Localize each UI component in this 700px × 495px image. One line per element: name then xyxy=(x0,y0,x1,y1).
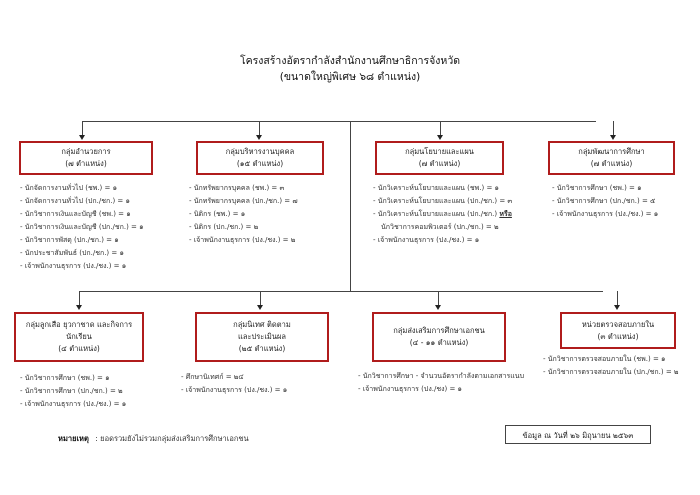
list-item: - นักวิเคราะห์นโยบายและแผน (ปก./ชก.) = ๓ xyxy=(373,195,512,208)
connector-bottom-horizontal xyxy=(79,291,603,292)
group-name: กลุ่มลูกเสือ ยุวกาชาด และกิจการ xyxy=(25,320,133,329)
list-item: - เจ้าพนักงานธุรการ (ปง./ชง.) = ๑ xyxy=(373,234,512,247)
connector-drop-4 xyxy=(613,121,614,136)
list-item: - นักวิชาการตรวจสอบภายใน (ชพ.) = ๑ xyxy=(543,353,679,366)
position-list xyxy=(552,182,658,221)
group-name-line2: นักเรียน xyxy=(66,332,92,341)
list-item: - นักวิชาการศึกษา (ปก./ชก.) = ๒ xyxy=(20,385,126,398)
data-date-box: ข้อมูล ณ วันที่ ๒๖ มิถุนายน ๒๕๖๓ xyxy=(505,425,651,444)
or-label: หรือ xyxy=(499,210,512,218)
group-box-administration xyxy=(19,141,153,175)
list-item: - เจ้าพนักงานธุรการ (ปง./ชง.) = ๑ xyxy=(20,260,144,273)
connector-drop-1 xyxy=(82,121,83,136)
list-item: - นักจัดการงานทั่วไป (ปก./ชก.) = ๑ xyxy=(20,195,144,208)
group-count: (๗ ตำแหน่ง) xyxy=(418,159,461,168)
footnote-text: : ยอดรวมยังไม่รวมกลุ่มส่งเสริมการศึกษาเอกชน xyxy=(95,434,249,443)
group-box-private-education xyxy=(372,312,506,362)
arrow-down-icon xyxy=(435,305,441,310)
group-box-education-development xyxy=(548,141,675,175)
footnote-label: หมายเหตุ xyxy=(58,434,89,443)
list-item: - นิติกร (ปก./ชก.) = ๒ xyxy=(189,221,298,234)
list-item: - นักวิชาการศึกษา (ชพ.) = ๑ xyxy=(20,372,126,385)
group-name: กลุ่มอำนวยการ xyxy=(61,147,111,156)
list-item: - นักวิชาการศึกษา (ชพ.) = ๑ xyxy=(552,182,658,195)
group-box-personnel xyxy=(196,141,324,175)
arrow-down-icon xyxy=(256,135,262,140)
position-list xyxy=(373,182,512,247)
list-item: - เจ้าพนักงานธุรการ (ปง./ชง.) = ๒ xyxy=(189,234,298,247)
group-count: (๔ - ๑๑ ตำแหน่ง) xyxy=(409,338,469,347)
arrow-down-icon xyxy=(437,135,443,140)
group-box-policy-planning xyxy=(375,141,504,175)
group-count: (๗ ตำแหน่ง) xyxy=(590,159,633,168)
arrow-down-icon xyxy=(257,305,263,310)
arrow-down-icon xyxy=(76,305,82,310)
list-item: - นักจัดการงานทั่วไป (ชพ.) = ๑ xyxy=(20,182,144,195)
connector-drop-6 xyxy=(260,291,261,306)
arrow-down-icon xyxy=(79,135,85,140)
list-item: - นักทรัพยากรบุคคล (ชพ.) = ๓ xyxy=(189,182,298,195)
list-item: - เจ้าพนักงานธุรการ (ปง./ชง) = ๑ xyxy=(358,383,524,396)
list-item: - เจ้าพนักงานธุรการ (ปง./ชง.) = ๑ xyxy=(552,208,658,221)
list-item: - เจ้าพนักงานธุรการ (ปง./ชง.) = ๑ xyxy=(181,384,287,397)
list-item-text: นักวิเคราะห์นโยบายและแผน (ปก./ชก.) xyxy=(377,210,498,218)
group-count: (๒๕ ตำแหน่ง) xyxy=(238,344,286,353)
group-box-internal-audit xyxy=(560,312,676,349)
group-name: กลุ่มบริหารงานบุคคล xyxy=(225,147,295,156)
list-item: - นักวิชาการตรวจสอบภายใน (ปก./ชก.) = ๒ xyxy=(543,366,679,379)
chart-subtitle: (ขนาดใหญ่พิเศษ ๖๘ ตำแหน่ง) xyxy=(279,71,421,83)
list-item: นักวิชาการคอมพิวเตอร์ (ปก./ชก.) = ๒ xyxy=(381,223,499,231)
list-item: - นักวิเคราะห์นโยบายและแผน (ชพ.) = ๑ xyxy=(373,182,512,195)
connector-drop-7 xyxy=(438,291,439,306)
position-list xyxy=(543,353,679,379)
group-count: (๓ ตำแหน่ง) xyxy=(597,331,639,341)
list-item: - นักวิชาการเงินและบัญชี (ปก./ชก.) = ๑ xyxy=(20,221,144,234)
group-name: กลุ่มนโยบายและแผน xyxy=(405,147,474,156)
group-box-supervision-evaluation xyxy=(195,312,329,362)
position-list xyxy=(20,372,126,411)
connector-drop-3 xyxy=(440,121,441,136)
connector-trunk-vertical xyxy=(350,121,351,291)
group-count: (๑๕ ตำแหน่ง) xyxy=(236,159,284,168)
list-item: - นักวิชาการพัสดุ (ปก./ชก.) = ๑ xyxy=(20,234,144,247)
list-item: - นักวิชาการศึกษา (ปก./ชก.) = ๕ xyxy=(552,195,658,208)
connector-drop-8 xyxy=(617,291,618,306)
footnote xyxy=(58,433,249,445)
list-item xyxy=(373,208,512,221)
group-count: (๔ ตำแหน่ง) xyxy=(58,344,100,353)
group-name: กลุ่มนิเทศ ติดตาม xyxy=(233,320,291,329)
group-name: กลุ่มพัฒนาการศึกษา xyxy=(578,147,645,156)
list-item: - นักทรัพยากรบุคคล (ปก./ชก.) = ๗ xyxy=(189,195,298,208)
position-list xyxy=(189,182,298,247)
arrow-down-icon xyxy=(614,305,620,310)
list-item: - นิติกร (ชพ.) = ๑ xyxy=(189,208,298,221)
list-item: - นักวิชาการเงินและบัญชี (ชพ.) = ๑ xyxy=(20,208,144,221)
list-item: - ศึกษานิเทศก์ = ๒๔ xyxy=(181,371,287,384)
connector-drop-5 xyxy=(79,291,80,306)
list-item: - นักวิชาการศึกษา - จำนวนอัตรากำลังตามเอกสารแนบ xyxy=(358,370,524,383)
connector-drop-2 xyxy=(259,121,260,136)
position-list xyxy=(181,371,287,397)
group-box-scouts-student-affairs xyxy=(14,312,144,362)
chart-title: โครงสร้างอัตรากำลังสำนักงานศึกษาธิการจังหวัด xyxy=(239,55,461,67)
list-item: - นักประชาสัมพันธ์ (ปก./ชก.) = ๑ xyxy=(20,247,144,260)
group-name-line2: และประเมินผล xyxy=(238,332,286,341)
group-count: (๗ ตำแหน่ง) xyxy=(65,159,107,168)
connector-top-horizontal xyxy=(82,121,596,122)
group-name: กลุ่มส่งเสริมการศึกษาเอกชน xyxy=(393,326,485,335)
position-list xyxy=(20,182,144,273)
list-item: - เจ้าพนักงานธุรการ (ปง./ชง.) = ๑ xyxy=(20,398,126,411)
arrow-down-icon xyxy=(610,135,616,140)
position-list xyxy=(358,370,524,396)
group-name: หน่วยตรวจสอบภายใน xyxy=(581,319,655,329)
